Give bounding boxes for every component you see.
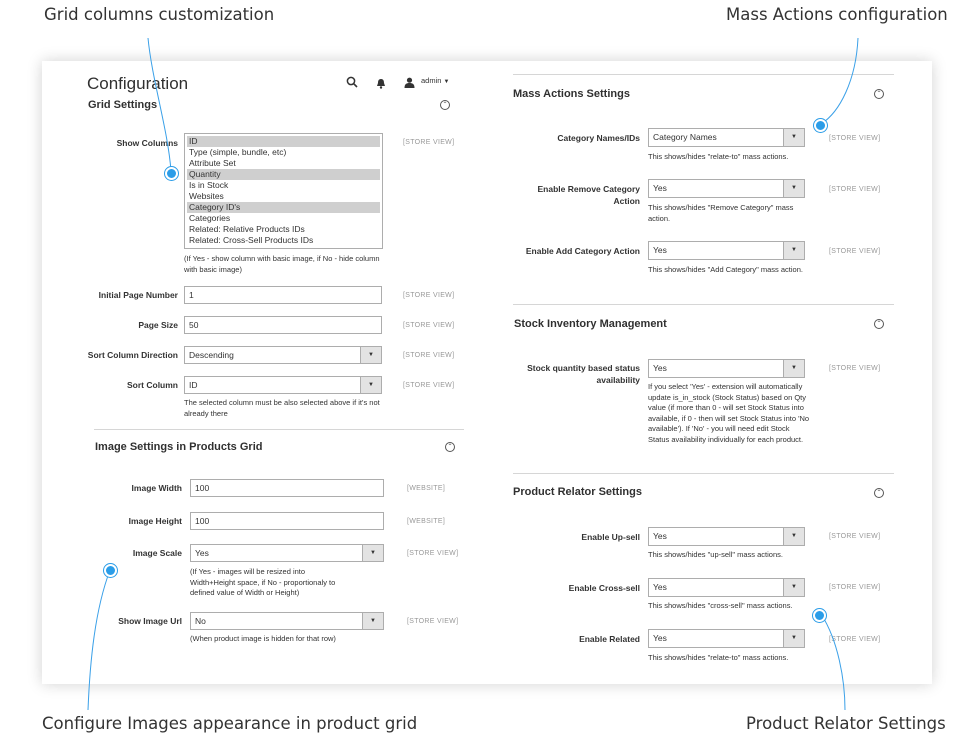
callout-relator: Product Relator Settings [746,714,946,733]
selected-value: Yes [195,548,209,558]
collapse-icon[interactable]: ⌃ [445,442,455,452]
page-size-label: Page Size [138,320,178,330]
scope-label: [STORE VIEW] [403,352,455,359]
initial-page-input[interactable]: 1 [184,286,382,304]
callout-dot [814,119,827,132]
list-item[interactable]: ID [187,136,380,147]
scope-label: [STORE VIEW] [829,135,881,142]
category-names-label: Category Names/IDs [557,133,640,143]
selected-value: Yes [653,633,667,643]
user-icon[interactable] [404,75,415,86]
image-width-label: Image Width [131,483,182,493]
list-item[interactable]: Type (simple, bundle, etc) [189,147,287,157]
sort-column-select[interactable] [184,376,382,394]
sort-direction-select[interactable] [184,346,382,364]
related-select[interactable] [648,629,805,648]
image-url-label: Show Image Url [118,616,182,626]
page-title: Configuration [87,74,189,93]
show-columns-note: (If Yes - show column with basic image, if No - hide column with basic image) [184,254,380,274]
dropdown-arrow-icon: ▼ [783,579,804,596]
dropdown-arrow-icon: ▼ [360,377,381,393]
remove-category-select[interactable] [648,179,805,198]
dropdown-arrow-icon: ▼ [783,528,804,545]
image-width-input[interactable]: 100 [190,479,384,497]
image-url-select[interactable] [190,612,384,630]
mass-actions-title: Mass Actions Settings [513,88,630,100]
list-item[interactable]: Category ID's [187,202,380,213]
list-item[interactable]: Is in Stock [189,180,229,190]
image-scale-select[interactable] [190,544,384,562]
stock-qty-select[interactable] [648,359,805,378]
callout-mass-actions: Mass Actions configuration [726,5,948,24]
scope-label: [STORE VIEW] [403,382,455,389]
callout-dot [165,167,178,180]
scope-label: [STORE VIEW] [829,248,881,255]
callout-dot [104,564,117,577]
scope-label: [STORE VIEW] [829,584,881,591]
list-item[interactable]: Related: Cross-Sell Products IDs [189,235,314,245]
image-height-input[interactable]: 100 [190,512,384,530]
crosssell-label: Enable Cross-sell [568,583,640,593]
dropdown-arrow-icon: ▼ [783,242,804,259]
search-icon[interactable] [346,75,358,87]
remove-category-label: Enable Remove Category Action [537,184,640,206]
dropdown-arrow-icon: ▼ [783,180,804,197]
dropdown-arrow-icon: ▼ [783,360,804,377]
scope-label: [STORE VIEW] [829,636,881,643]
admin-label: admin [421,76,442,85]
selected-value: Yes [653,531,667,541]
image-scale-label: Image Scale [132,548,182,558]
sort-direction-label: Sort Column Direction [87,350,178,360]
add-category-label: Enable Add Category Action [525,246,640,256]
selected-value: Category Names [653,132,717,142]
upsell-label: Enable Up-sell [581,532,640,542]
selected-value: Yes [653,582,667,592]
scope-label: [WEBSITE] [407,485,446,492]
dropdown-arrow-icon: ▼ [783,129,804,146]
admin-menu[interactable] [421,76,449,85]
add-category-select[interactable] [648,241,805,260]
selected-value: ID [189,380,198,390]
callout-dot [813,609,826,622]
page-size-input[interactable]: 50 [184,316,382,334]
list-item[interactable]: Websites [189,191,224,201]
scope-label: [STORE VIEW] [407,618,459,625]
list-item[interactable]: Quantity [187,169,380,180]
category-names-note: This shows/hides "relate-to" mass actions. [648,152,789,161]
category-names-select[interactable] [648,128,805,147]
scope-label: [STORE VIEW] [403,292,455,299]
collapse-icon[interactable]: ⌃ [874,89,884,99]
dropdown-arrow-icon: ▼ [783,630,804,647]
collapse-icon[interactable]: ⌃ [874,488,884,498]
selected-value: Yes [653,363,667,373]
divider [94,429,464,430]
crosssell-select[interactable] [648,578,805,597]
add-category-note: This shows/hides "Add Category" mass action. [648,265,803,274]
selected-value: Descending [189,350,234,360]
sort-column-note: The selected column must be also selected above if it's not already there [184,398,380,418]
configuration-panel [42,61,932,684]
related-note: This shows/hides "relate-to" mass actions. [648,653,789,662]
relator-title: Product Relator Settings [513,486,642,498]
stock-qty-label: Stock quantity based status availability [527,363,640,385]
dropdown-arrow-icon: ▼ [360,347,381,363]
dropdown-arrow-icon: ▼ [362,613,383,629]
upsell-note: This shows/hides "up-sell" mass actions. [648,550,783,559]
sort-column-label: Sort Column [127,380,178,390]
collapse-icon[interactable]: ⌃ [874,319,884,329]
crosssell-note: This shows/hides "cross-sell" mass actions. [648,601,793,610]
divider [513,473,894,474]
stock-title: Stock Inventory Management [514,318,667,330]
divider [513,74,894,75]
scope-label: [STORE VIEW] [829,533,881,540]
related-label: Enable Related [579,634,640,644]
image-settings-title: Image Settings in Products Grid [95,441,263,453]
list-item[interactable]: Attribute Set [189,158,236,168]
initial-page-label: Initial Page Number [98,290,178,300]
scope-label: [STORE VIEW] [829,186,881,193]
selected-value: No [195,616,206,626]
divider [513,304,894,305]
image-height-label: Image Height [128,516,182,526]
image-scale-note: (If Yes - images will be resized into Width+Height space, if No - proportionaly to defined value of Width or Height) [190,567,336,597]
chevron-down-icon: ▼ [443,79,450,85]
grid-settings-title: Grid Settings [88,99,158,111]
dropdown-arrow-icon: ▼ [362,545,383,561]
remove-category-note: This shows/hides "Remove Category" mass action. [648,203,794,223]
list-item[interactable]: Categories [189,213,231,223]
list-item[interactable]: Related: Relative Products IDs [189,224,305,234]
bell-icon[interactable] [376,76,386,87]
scope-label: [STORE VIEW] [407,550,459,557]
scope-label: [STORE VIEW] [403,322,455,329]
show-columns-label: Show Columns [116,138,178,148]
selected-value: Yes [653,183,667,193]
collapse-icon[interactable]: ⌃ [440,100,450,110]
callout-grid-columns: Grid columns customization [44,5,275,24]
callout-images: Configure Images appearance in product grid [42,714,418,733]
upsell-select[interactable] [648,527,805,546]
show-columns-multiselect[interactable] [184,133,383,249]
stock-qty-note: If you select 'Yes' - extension will automatically update is_in_stock (Stock Status) based on Qty value (if more than 0 - will set Stock Status into available, if 0 - then will set Stock Status into 'No available'). If 'No' - you will need edit Stock Status availability individually for each product. [648,382,810,444]
selected-value: Yes [653,245,667,255]
image-url-note: (When product image is hidden for that row) [190,634,336,643]
scope-label: [STORE VIEW] [403,139,455,146]
scope-label: [STORE VIEW] [829,365,881,372]
scope-label: [WEBSITE] [407,518,446,525]
